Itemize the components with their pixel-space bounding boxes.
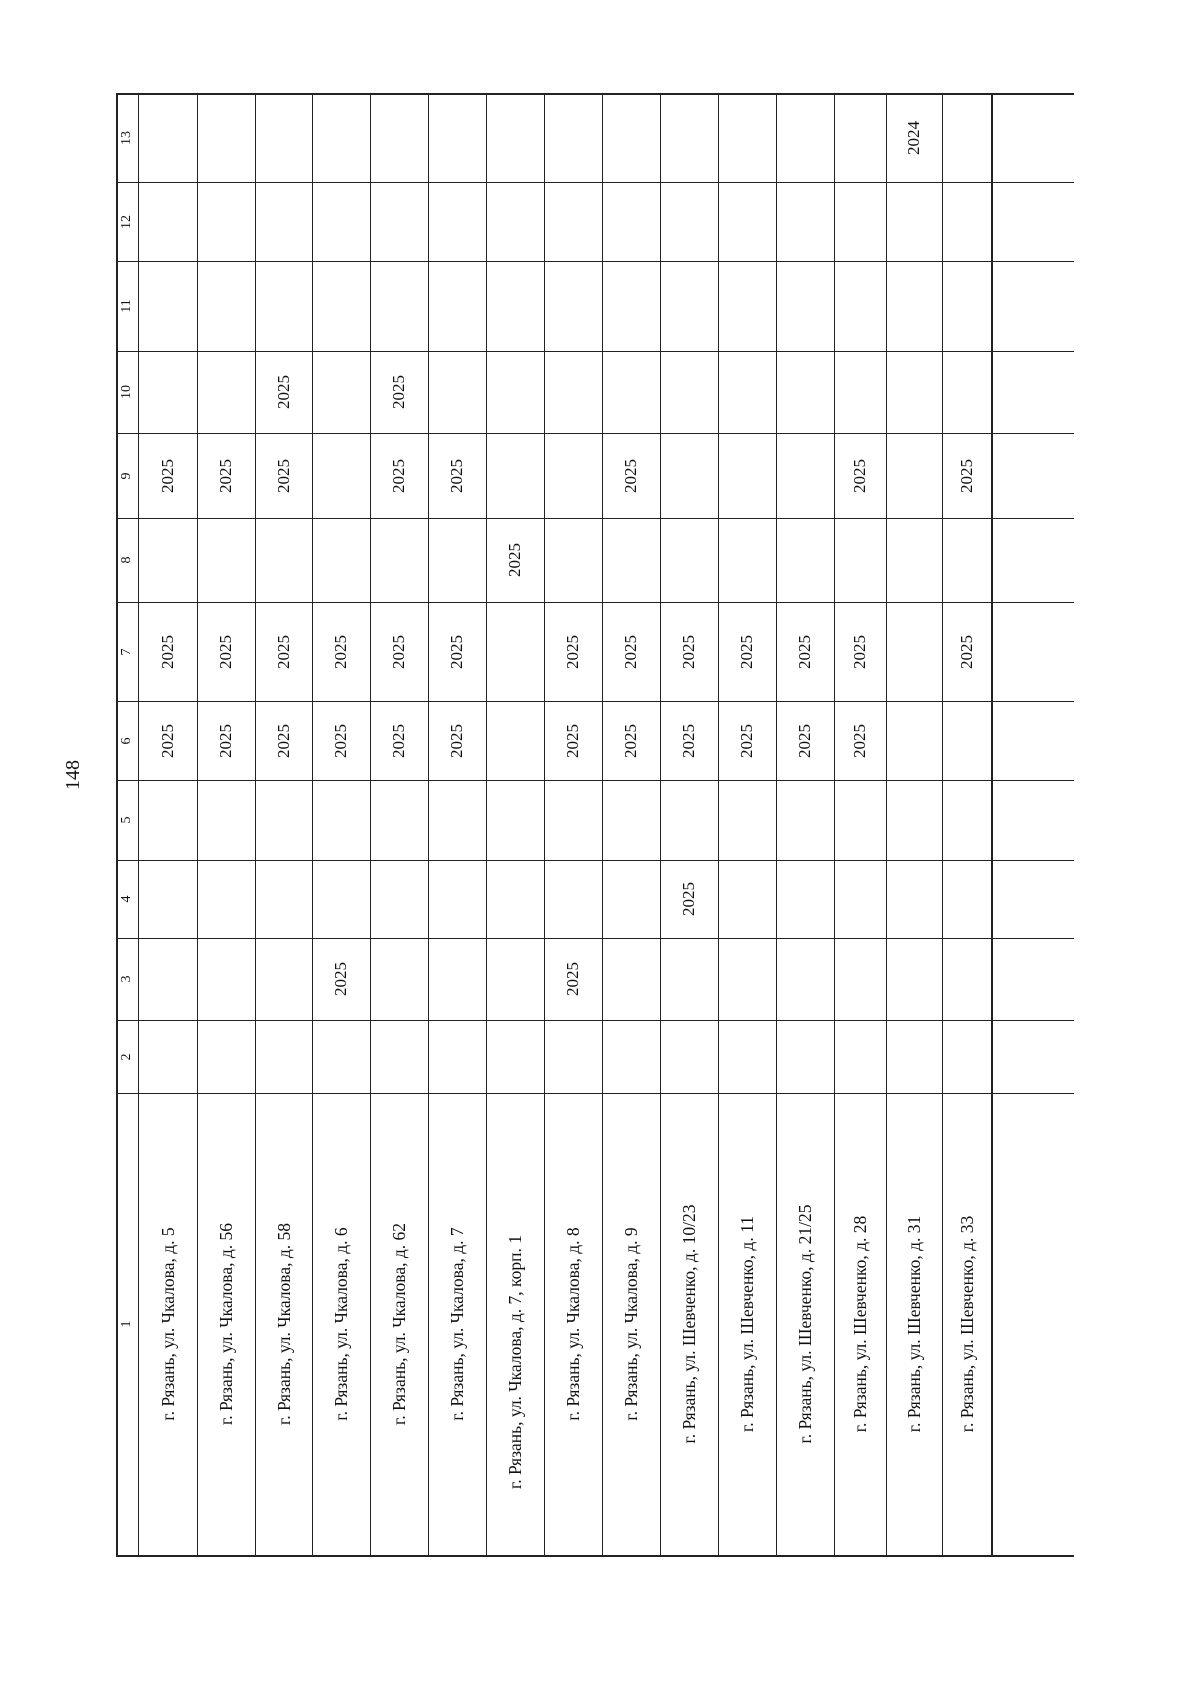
grid-line-vertical (255, 93, 256, 1555)
year-value: 2025 (273, 723, 293, 758)
year-value: 2025 (737, 723, 756, 758)
column-header: 5 (119, 816, 134, 824)
column-header: 4 (119, 895, 134, 903)
year-value: 2025 (956, 634, 976, 669)
column-header: 2 (119, 1053, 134, 1060)
year-value: 2025 (737, 634, 756, 669)
year-value: 2025 (850, 634, 869, 669)
grid-line-horizontal (116, 261, 1074, 262)
year-value: 2025 (563, 634, 582, 669)
column-header: 13 (119, 130, 134, 145)
year-value: 2025 (216, 458, 235, 493)
grid-line-horizontal (116, 433, 1074, 434)
address: г. Рязань, ул. Чкалова, д. 8 (563, 1227, 583, 1421)
grid-line-vertical (428, 93, 429, 1555)
grid-line-vertical (776, 93, 777, 1555)
grid-line-horizontal (116, 780, 1074, 781)
column-header: 7 (119, 648, 134, 655)
year-value: 2024 (904, 120, 923, 155)
grid-line-vertical (886, 93, 887, 1555)
year-value: 2025 (331, 723, 350, 758)
column-header: 10 (119, 385, 134, 399)
grid-line-vertical (991, 93, 993, 1555)
grid-line-vertical (718, 93, 719, 1555)
grid-line-horizontal (116, 182, 1074, 183)
year-value: 2025 (273, 634, 293, 669)
column-header: 1 (119, 1320, 134, 1328)
year-value: 2025 (157, 458, 177, 493)
address: г. Рязань, ул. Чкалова, д. 7, корп. 1 (505, 1234, 525, 1489)
schedule-table (116, 93, 1074, 1555)
year-value: 2025 (273, 375, 293, 409)
address: г. Рязань, ул. Шевченко, д. 33 (956, 1215, 977, 1433)
grid-line-vertical (834, 93, 835, 1555)
year-value: 2025 (331, 634, 350, 669)
column-header: 12 (119, 214, 134, 229)
column-header: 6 (119, 737, 134, 744)
grid-line-vertical (197, 93, 198, 1555)
year-value: 2025 (505, 543, 524, 577)
grid-line-vertical (486, 93, 487, 1555)
year-value: 2025 (389, 723, 408, 758)
grid-line-vertical (138, 93, 139, 1555)
year-value: 2025 (157, 723, 177, 758)
grid-line-vertical (602, 93, 603, 1555)
year-value: 2025 (679, 634, 698, 669)
grid-line-vertical (660, 93, 661, 1555)
grid-line-horizontal (116, 1093, 1074, 1094)
address: г. Рязань, ул. Чкалова, д. 58 (273, 1222, 294, 1426)
year-value: 2025 (850, 458, 869, 493)
year-value: 2025 (447, 634, 466, 669)
year-value: 2025 (621, 634, 640, 669)
grid-line-horizontal (116, 518, 1074, 519)
page-number: 148 (62, 760, 84, 790)
grid-line-horizontal (116, 1555, 1074, 1557)
grid-line-horizontal (116, 1020, 1074, 1021)
address: г. Рязань, ул. Шевченко, д. 31 (904, 1215, 924, 1433)
year-value: 2025 (216, 723, 235, 758)
grid-line-horizontal (116, 860, 1074, 861)
year-value: 2025 (679, 882, 698, 916)
year-value: 2025 (447, 458, 466, 493)
year-value: 2025 (331, 962, 350, 996)
address: г. Рязань, ул. Шевченко, д. 28 (850, 1215, 870, 1433)
address: г. Рязань, ул. Чкалова, д. 9 (621, 1227, 641, 1421)
year-value: 2025 (389, 375, 408, 409)
grid-line-horizontal (116, 938, 1074, 939)
address: г. Рязань, ул. Чкалова, д. 62 (389, 1222, 409, 1426)
year-value: 2025 (447, 723, 466, 758)
year-value: 2025 (795, 634, 814, 669)
year-value: 2025 (621, 723, 640, 758)
column-header: 11 (119, 299, 134, 313)
year-value: 2025 (389, 458, 408, 493)
address: г. Рязань, ул. Шевченко, д. 11 (737, 1216, 757, 1432)
year-value: 2025 (563, 723, 582, 758)
year-value: 2025 (563, 962, 582, 996)
grid-line-vertical (942, 93, 943, 1555)
address: г. Рязань, ул. Чкалова, д. 5 (157, 1227, 178, 1421)
year-value: 2025 (679, 723, 698, 758)
address: г. Рязань, ул. Чкалова, д. 7 (447, 1227, 467, 1421)
year-value: 2025 (273, 458, 293, 493)
address: г. Рязань, ул. Шевченко, д. 21/25 (795, 1204, 815, 1444)
year-value: 2025 (216, 634, 235, 669)
year-value: 2025 (956, 458, 976, 493)
column-header: 8 (119, 556, 134, 564)
grid-line-vertical (312, 93, 313, 1555)
grid-line-horizontal (116, 701, 1074, 702)
year-value: 2025 (157, 634, 177, 669)
column-header: 9 (119, 472, 134, 479)
grid-line-horizontal (116, 351, 1074, 352)
year-value: 2025 (389, 634, 408, 669)
grid-line-vertical (544, 93, 545, 1555)
column-header: 3 (119, 975, 134, 983)
year-value: 2025 (621, 458, 640, 493)
grid-line-horizontal (116, 602, 1074, 603)
grid-line-vertical (370, 93, 371, 1555)
year-value: 2025 (850, 723, 869, 758)
address: г. Рязань, ул. Чкалова, д. 6 (331, 1227, 351, 1421)
year-value: 2025 (795, 723, 814, 758)
address: г. Рязань, ул. Чкалова, д. 56 (216, 1222, 236, 1426)
address: г. Рязань, ул. Шевченко, д. 10/23 (679, 1204, 699, 1444)
grid-line-horizontal (116, 93, 1074, 95)
